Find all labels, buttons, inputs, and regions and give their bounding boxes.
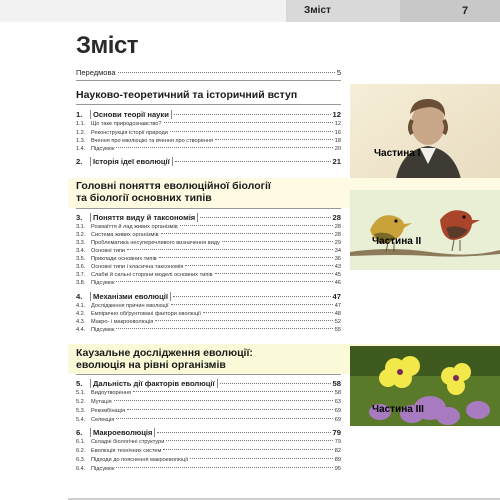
- toc-subsection[interactable]: 4.1. Дослідження причин еволюції 47: [76, 303, 341, 309]
- toc-subsection[interactable]: 3.8. Підсумок 46: [76, 280, 341, 286]
- page-header: [0, 0, 500, 22]
- toc-subsection[interactable]: 3.5. Приклади основних типів 36: [76, 256, 341, 262]
- toc-subsection[interactable]: 3.2. Система живих організмів 28: [76, 232, 341, 238]
- preface-label: Передмова: [76, 68, 116, 77]
- toc-subsection[interactable]: 3.4. Основні типи 34: [76, 248, 341, 254]
- toc-subsection[interactable]: 3.1. Розмаїття й лад живих організмів 28: [76, 224, 341, 230]
- toc-subsection[interactable]: 1.1. Що таке природознавство? 12: [76, 121, 341, 127]
- part-3-label: Частина III: [372, 404, 424, 415]
- leader-dots: [118, 72, 335, 73]
- toc-subsection[interactable]: 4.2. Емпірично обґрунтовані фактори еволюції 48: [76, 311, 341, 317]
- toc-subsection[interactable]: 5.3. Рекомбінація 69: [76, 408, 341, 414]
- toc-subsection[interactable]: 1.2. Реконструкція історії природи 16: [76, 130, 341, 136]
- toc-subsection[interactable]: 5.1. Видоутворення 58: [76, 390, 341, 396]
- toc-subsection[interactable]: 3.6. Основні типи і класична таксономія 43: [76, 264, 341, 270]
- toc-subsection[interactable]: 6.1. Складні біологічні структури 79: [76, 439, 341, 445]
- toc-subsection[interactable]: 5.4. Селекція 69: [76, 417, 341, 423]
- toc-subsection[interactable]: 3.7. Слабкі й сильні сторони моделі основних типів 45: [76, 272, 341, 278]
- toc-chapter[interactable]: 6. Макроеволюція 79: [76, 428, 341, 437]
- part-2-label: Частина II: [372, 236, 422, 247]
- header-page-number: 7: [400, 0, 500, 22]
- toc-chapter[interactable]: 3. Поняття виду й таксономія 28: [76, 213, 341, 222]
- toc-subsection[interactable]: 5.2. Мутація 63: [76, 399, 341, 405]
- toc-subsection[interactable]: 1.3. Вчення про еволюцію та вчення про створення 18: [76, 138, 341, 144]
- preface-page: 5: [336, 68, 341, 77]
- toc-subsection[interactable]: 4.3. Макро- і макроеволюція 52: [76, 319, 341, 325]
- toc-subsection[interactable]: 1.4. Підсумок 20: [76, 146, 341, 152]
- finch-birds-icon: [350, 190, 500, 270]
- page-title: Зміст: [76, 32, 139, 59]
- part-1-title: Науково-теоретичний та історичний вступ: [76, 89, 298, 101]
- divider: [76, 374, 341, 375]
- toc-subsection[interactable]: 6.2. Еволюція технічних систем 82: [76, 448, 341, 454]
- toc-subsection[interactable]: 6.3. Підходи до пояснення макроеволюції 89: [76, 457, 341, 463]
- divider: [76, 104, 341, 105]
- toc-preface[interactable]: [76, 68, 341, 77]
- toc-chapter[interactable]: 5. Дальність дії факторів еволюції 58: [76, 379, 341, 388]
- divider: [76, 80, 341, 81]
- toc-subsection[interactable]: 6.4. Підсумок 95: [76, 466, 341, 472]
- toc-chapter[interactable]: 2. Історія ідеї еволюції 21: [76, 157, 341, 166]
- toc-chapter[interactable]: 1. Основи теорії науки 12: [76, 110, 341, 119]
- divider: [76, 208, 341, 209]
- part-3-title: Каузальне дослідження еволюції: еволюція на рівні організмів: [76, 347, 253, 371]
- part-2-title: Головні поняття еволюційної біології та біології основних типів: [76, 180, 271, 204]
- toc-chapter[interactable]: 4. Механізми еволюції 47: [76, 292, 341, 301]
- part-2-birds-image: [350, 190, 500, 270]
- part-1-portrait-image: [350, 84, 500, 184]
- header-title: Зміст: [286, 0, 400, 22]
- part-1-label: Частина I: [374, 148, 421, 159]
- toc-subsection[interactable]: 3.3. Проблематика несуперечливого визначення виду 29: [76, 240, 341, 246]
- toc-subsection[interactable]: 4.4. Підсумок 55: [76, 327, 341, 333]
- header-left-band: [0, 0, 286, 22]
- darwin-portrait-icon: [350, 84, 500, 184]
